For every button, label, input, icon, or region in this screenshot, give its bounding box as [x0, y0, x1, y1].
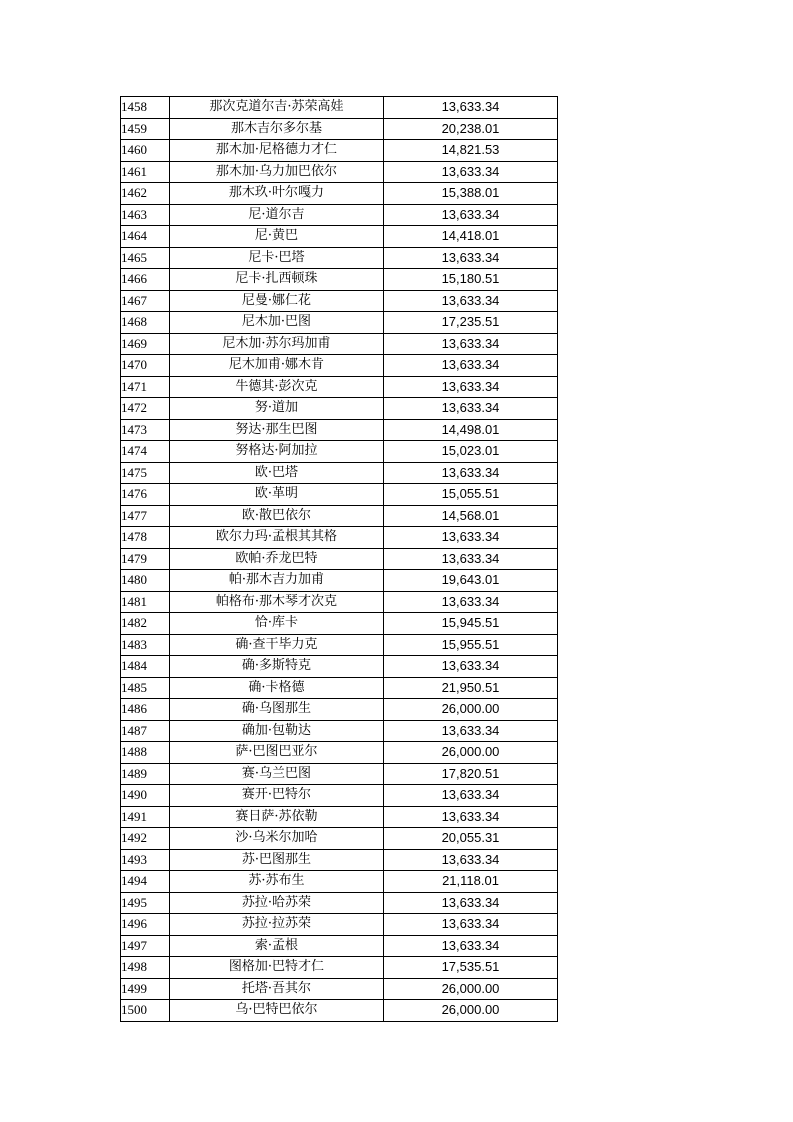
table-row — [121, 742, 558, 764]
amount-cell: 15,945.51 — [384, 613, 558, 635]
amount-cell: 20,055.31 — [384, 828, 558, 850]
name-cell: 尼木加·巴图 — [170, 312, 384, 334]
row-number-cell: 1497 — [121, 935, 170, 957]
name-cell: 苏·苏布生 — [170, 871, 384, 893]
amount-cell: 13,633.34 — [384, 247, 558, 269]
name-cell: 苏拉·拉苏荣 — [170, 914, 384, 936]
amount-cell: 13,633.34 — [384, 806, 558, 828]
name-cell: 确·乌图那生 — [170, 699, 384, 721]
name-cell: 苏·巴图那生 — [170, 849, 384, 871]
amount-cell: 21,950.51 — [384, 677, 558, 699]
row-number-cell: 1477 — [121, 505, 170, 527]
row-number-cell: 1491 — [121, 806, 170, 828]
table-row — [121, 828, 558, 850]
amount-cell: 13,633.34 — [384, 355, 558, 377]
amount-cell: 14,568.01 — [384, 505, 558, 527]
name-cell: 沙·乌米尔加哈 — [170, 828, 384, 850]
row-number-cell: 1498 — [121, 957, 170, 979]
table-row — [121, 978, 558, 1000]
table-row — [121, 591, 558, 613]
row-number-cell: 1492 — [121, 828, 170, 850]
amount-cell: 13,633.34 — [384, 333, 558, 355]
name-cell: 尼木加·苏尔玛加甫 — [170, 333, 384, 355]
table-row — [121, 505, 558, 527]
row-number-cell: 1500 — [121, 1000, 170, 1022]
table-row — [121, 398, 558, 420]
amount-cell: 13,633.34 — [384, 591, 558, 613]
table-row — [121, 613, 558, 635]
row-number-cell: 1487 — [121, 720, 170, 742]
table-row — [121, 806, 558, 828]
amount-cell: 13,633.34 — [384, 892, 558, 914]
name-cell: 尼卡·巴塔 — [170, 247, 384, 269]
name-cell: 恰·库卡 — [170, 613, 384, 635]
table-row — [121, 699, 558, 721]
row-number-cell: 1496 — [121, 914, 170, 936]
row-number-cell: 1468 — [121, 312, 170, 334]
row-number-cell: 1485 — [121, 677, 170, 699]
amount-cell: 15,023.01 — [384, 441, 558, 463]
row-number-cell: 1460 — [121, 140, 170, 162]
name-cell: 确加·包勒达 — [170, 720, 384, 742]
row-number-cell: 1482 — [121, 613, 170, 635]
payment-table-body — [121, 97, 558, 1022]
row-number-cell: 1483 — [121, 634, 170, 656]
table-row — [121, 161, 558, 183]
table-row — [121, 118, 558, 140]
table-row — [121, 140, 558, 162]
amount-cell: 13,633.34 — [384, 849, 558, 871]
table-row — [121, 871, 558, 893]
amount-cell: 13,633.34 — [384, 785, 558, 807]
row-number-cell: 1458 — [121, 97, 170, 119]
name-cell: 索·孟根 — [170, 935, 384, 957]
amount-cell: 17,820.51 — [384, 763, 558, 785]
name-cell: 赛开·巴特尔 — [170, 785, 384, 807]
name-cell: 努格达·阿加拉 — [170, 441, 384, 463]
name-cell: 欧·散巴依尔 — [170, 505, 384, 527]
table-row — [121, 376, 558, 398]
row-number-cell: 1499 — [121, 978, 170, 1000]
name-cell: 帕·那木吉力加甫 — [170, 570, 384, 592]
row-number-cell: 1479 — [121, 548, 170, 570]
payment-table — [120, 96, 558, 1022]
amount-cell: 13,633.34 — [384, 290, 558, 312]
name-cell: 托塔·吾其尔 — [170, 978, 384, 1000]
name-cell: 那木加·乌力加巴依尔 — [170, 161, 384, 183]
row-number-cell: 1461 — [121, 161, 170, 183]
table-row — [121, 785, 558, 807]
amount-cell: 21,118.01 — [384, 871, 558, 893]
row-number-cell: 1467 — [121, 290, 170, 312]
table-row — [121, 290, 558, 312]
name-cell: 欧·革明 — [170, 484, 384, 506]
amount-cell: 13,633.34 — [384, 914, 558, 936]
row-number-cell: 1465 — [121, 247, 170, 269]
amount-cell: 14,418.01 — [384, 226, 558, 248]
amount-cell: 13,633.34 — [384, 97, 558, 119]
table-row — [121, 849, 558, 871]
amount-cell: 13,633.34 — [384, 935, 558, 957]
name-cell: 欧帕·乔龙巴特 — [170, 548, 384, 570]
name-cell: 尼·道尔吉 — [170, 204, 384, 226]
table-row — [121, 720, 558, 742]
table-row — [121, 183, 558, 205]
table-row — [121, 548, 558, 570]
amount-cell: 13,633.34 — [384, 161, 558, 183]
amount-cell: 15,388.01 — [384, 183, 558, 205]
amount-cell: 17,235.51 — [384, 312, 558, 334]
table-row — [121, 355, 558, 377]
table-row — [121, 570, 558, 592]
name-cell: 尼曼·娜仁花 — [170, 290, 384, 312]
amount-cell: 13,633.34 — [384, 720, 558, 742]
amount-cell: 14,821.53 — [384, 140, 558, 162]
table-row — [121, 634, 558, 656]
amount-cell: 26,000.00 — [384, 742, 558, 764]
name-cell: 欧·巴塔 — [170, 462, 384, 484]
row-number-cell: 1495 — [121, 892, 170, 914]
table-row — [121, 957, 558, 979]
row-number-cell: 1484 — [121, 656, 170, 678]
name-cell: 欧尔力玛·孟根其其格 — [170, 527, 384, 549]
table-row — [121, 763, 558, 785]
amount-cell: 15,180.51 — [384, 269, 558, 291]
amount-cell: 13,633.34 — [384, 527, 558, 549]
row-number-cell: 1488 — [121, 742, 170, 764]
table-row — [121, 484, 558, 506]
row-number-cell: 1463 — [121, 204, 170, 226]
amount-cell: 20,238.01 — [384, 118, 558, 140]
table-row — [121, 462, 558, 484]
table-row — [121, 97, 558, 119]
table-row — [121, 527, 558, 549]
table-row — [121, 677, 558, 699]
name-cell: 确·多斯特克 — [170, 656, 384, 678]
row-number-cell: 1459 — [121, 118, 170, 140]
row-number-cell: 1462 — [121, 183, 170, 205]
name-cell: 努达·那生巴图 — [170, 419, 384, 441]
amount-cell: 14,498.01 — [384, 419, 558, 441]
amount-cell: 26,000.00 — [384, 699, 558, 721]
table-row — [121, 914, 558, 936]
name-cell: 赛日萨·苏依勒 — [170, 806, 384, 828]
amount-cell: 26,000.00 — [384, 1000, 558, 1022]
name-cell: 尼卡·扎西顿珠 — [170, 269, 384, 291]
name-cell: 那木加·尼格德力才仁 — [170, 140, 384, 162]
table-row — [121, 333, 558, 355]
row-number-cell: 1466 — [121, 269, 170, 291]
row-number-cell: 1469 — [121, 333, 170, 355]
name-cell: 那次克道尔吉·苏荣高娃 — [170, 97, 384, 119]
name-cell: 尼·黄巴 — [170, 226, 384, 248]
table-row — [121, 312, 558, 334]
row-number-cell: 1475 — [121, 462, 170, 484]
row-number-cell: 1472 — [121, 398, 170, 420]
amount-cell: 13,633.34 — [384, 376, 558, 398]
name-cell: 苏拉·哈苏荣 — [170, 892, 384, 914]
row-number-cell: 1490 — [121, 785, 170, 807]
name-cell: 那木吉尔多尔基 — [170, 118, 384, 140]
row-number-cell: 1494 — [121, 871, 170, 893]
amount-cell: 13,633.34 — [384, 398, 558, 420]
table-row — [121, 441, 558, 463]
name-cell: 确·查干毕力克 — [170, 634, 384, 656]
name-cell: 赛·乌兰巴图 — [170, 763, 384, 785]
row-number-cell: 1464 — [121, 226, 170, 248]
name-cell: 图格加·巴特才仁 — [170, 957, 384, 979]
name-cell: 努·道加 — [170, 398, 384, 420]
row-number-cell: 1471 — [121, 376, 170, 398]
amount-cell: 13,633.34 — [384, 548, 558, 570]
row-number-cell: 1470 — [121, 355, 170, 377]
name-cell: 确·卡格德 — [170, 677, 384, 699]
table-row — [121, 935, 558, 957]
row-number-cell: 1489 — [121, 763, 170, 785]
name-cell: 牛德其·彭次克 — [170, 376, 384, 398]
amount-cell: 17,535.51 — [384, 957, 558, 979]
name-cell: 尼木加甫·娜木肯 — [170, 355, 384, 377]
row-number-cell: 1474 — [121, 441, 170, 463]
table-row — [121, 269, 558, 291]
table-row — [121, 204, 558, 226]
table-row — [121, 247, 558, 269]
table-row — [121, 656, 558, 678]
amount-cell: 13,633.34 — [384, 656, 558, 678]
amount-cell: 19,643.01 — [384, 570, 558, 592]
table-row — [121, 1000, 558, 1022]
amount-cell: 15,055.51 — [384, 484, 558, 506]
name-cell: 乌·巴特巴依尔 — [170, 1000, 384, 1022]
amount-cell: 13,633.34 — [384, 462, 558, 484]
row-number-cell: 1478 — [121, 527, 170, 549]
row-number-cell: 1476 — [121, 484, 170, 506]
row-number-cell: 1493 — [121, 849, 170, 871]
table-row — [121, 419, 558, 441]
name-cell: 那木玖·叶尔嘎力 — [170, 183, 384, 205]
name-cell: 帕格布·那木琴才次克 — [170, 591, 384, 613]
row-number-cell: 1486 — [121, 699, 170, 721]
name-cell: 萨·巴图巴亚尔 — [170, 742, 384, 764]
table-row — [121, 226, 558, 248]
row-number-cell: 1480 — [121, 570, 170, 592]
row-number-cell: 1481 — [121, 591, 170, 613]
row-number-cell: 1473 — [121, 419, 170, 441]
amount-cell: 13,633.34 — [384, 204, 558, 226]
amount-cell: 15,955.51 — [384, 634, 558, 656]
amount-cell: 26,000.00 — [384, 978, 558, 1000]
table-row — [121, 892, 558, 914]
